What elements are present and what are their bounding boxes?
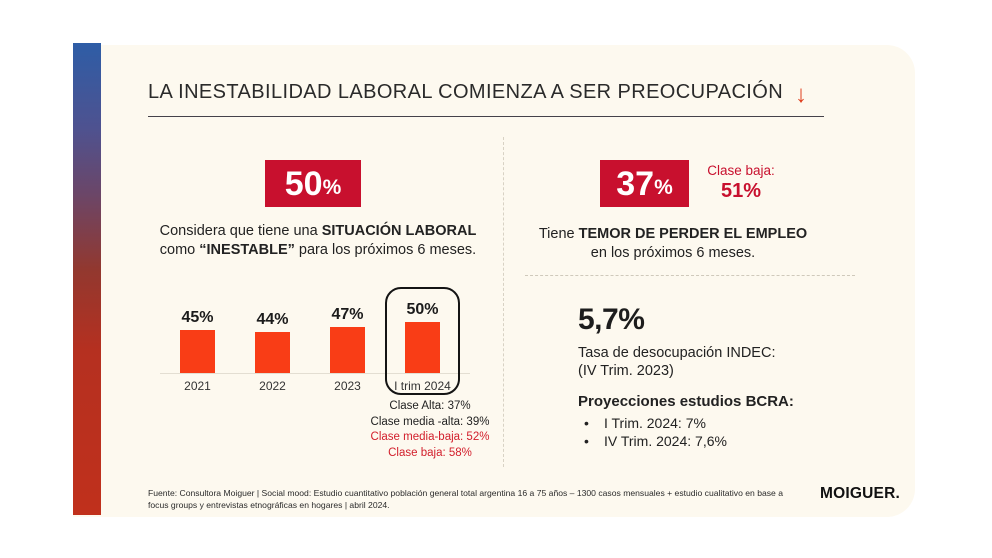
unemployment-rate-period: (IV Trim. 2023) bbox=[578, 363, 674, 379]
stat-value: 50 bbox=[284, 164, 323, 203]
unemployment-rate-value: 5,7% bbox=[578, 303, 645, 336]
bar-group-2023 bbox=[310, 288, 385, 393]
note-value: 51% bbox=[720, 180, 762, 202]
bar-chart-instability-by-year bbox=[160, 288, 475, 403]
bar-2022 bbox=[255, 332, 290, 373]
projections-title: Proyecciones estudios BCRA: bbox=[578, 393, 794, 410]
bar-value-label: 50% bbox=[406, 301, 439, 318]
bar-value-label: 47% bbox=[331, 306, 364, 323]
breakdown-clase-media-baja: Clase media-baja: 52% bbox=[370, 431, 490, 443]
unemployment-block bbox=[578, 303, 878, 450]
gradient-accent-bar bbox=[73, 43, 101, 515]
bar-category-label: 2022 bbox=[259, 379, 286, 393]
bar-trim1-2024 bbox=[405, 322, 440, 373]
fear-job-loss-description bbox=[518, 225, 828, 263]
class-breakdown-list bbox=[330, 399, 530, 461]
bar-2023 bbox=[330, 327, 365, 373]
breakdown-clase-alta: Clase Alta: 37% bbox=[389, 400, 471, 412]
projection-item: • IV Trim. 2024: 7,6% bbox=[578, 432, 878, 450]
desc-text: Considera que tiene una bbox=[159, 223, 322, 239]
note-label: Clase baja: bbox=[707, 163, 775, 178]
source-footnote: Fuente: Consultora Moiguer | Social mood: Estudio cuantitativo población general total argentina 16 a 75 años – 1300 casos mensuales + estudio cualitativo en base a focus groups y entrevistas etnográficas en hogares | abril 2024. bbox=[148, 488, 783, 510]
bar-group-2022 bbox=[235, 288, 310, 393]
title-underline bbox=[148, 116, 824, 117]
slide-canvas bbox=[73, 45, 915, 517]
desc-text-bold: TEMOR DE PERDER EL EMPLEO bbox=[578, 226, 808, 242]
desc-text: como bbox=[159, 242, 200, 258]
labor-instability-description bbox=[128, 222, 508, 260]
bar-group-trim1-2024 bbox=[385, 288, 460, 393]
desc-text: en los próximos 6 meses. bbox=[590, 245, 756, 261]
stat-value: 37 bbox=[616, 164, 655, 203]
horizontal-dashed-divider bbox=[525, 275, 855, 276]
desc-text: para los próximos 6 meses. bbox=[294, 242, 477, 258]
stat-badge-fear-job-loss bbox=[600, 160, 689, 207]
down-arrow-icon: ↓ bbox=[795, 81, 807, 108]
desc-text-bold: “INESTABLE” bbox=[199, 242, 295, 258]
projections-list bbox=[578, 414, 878, 450]
unemployment-rate-label: Tasa de desocupación INDEC: bbox=[578, 345, 776, 361]
breakdown-clase-baja: Clase baja: 58% bbox=[388, 446, 472, 459]
stat-percent-sign: % bbox=[322, 176, 342, 199]
stat-note-clase-baja bbox=[698, 163, 784, 203]
vertical-dashed-divider bbox=[503, 137, 504, 467]
stat-percent-sign: % bbox=[654, 176, 673, 199]
bar-category-label: 2021 bbox=[184, 379, 211, 393]
breakdown-clase-media-alta: Clase media -alta: 39% bbox=[370, 415, 490, 428]
bar-2021 bbox=[180, 330, 215, 373]
stat-badge-labor-instability bbox=[265, 160, 361, 207]
bar-value-label: 45% bbox=[181, 309, 214, 326]
desc-text-bold: SITUACIÓN LABORAL bbox=[321, 223, 477, 239]
bar-category-label: 2023 bbox=[334, 379, 361, 393]
bar-value-label: 44% bbox=[256, 311, 289, 328]
projection-item: • I Trim. 2024: 7% bbox=[578, 414, 878, 432]
desc-text: Tiene bbox=[538, 226, 579, 242]
bar-group-2021 bbox=[160, 288, 235, 393]
bar-category-label: I trim 2024 bbox=[394, 379, 451, 393]
moiguer-logo: MOIGUER. bbox=[820, 485, 900, 502]
page-title: LA INESTABILIDAD LABORAL COMIENZA A SER PREOCUPACIÓN bbox=[148, 81, 784, 103]
